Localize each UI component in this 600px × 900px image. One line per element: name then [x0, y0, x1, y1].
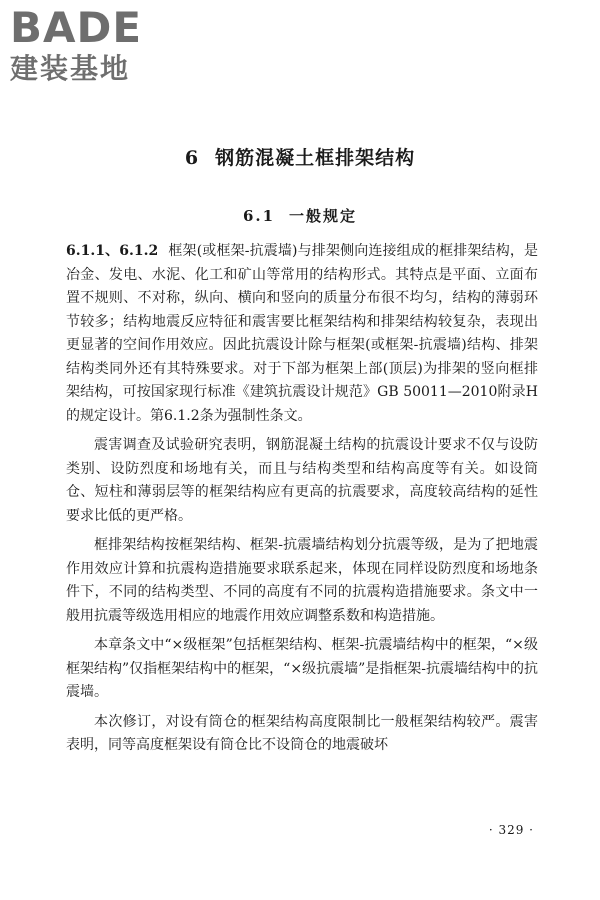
section-title-text: 一般规定 [289, 207, 358, 225]
paragraph-text: 框架(或框架-抗震墙)与排架侧向连接组成的框排架结构，是冶金、发电、水泥、化工和矿山等常用的结构形式。其特点是平面、立面布置不规则、不对称，纵向、横向和竖向的质量分布很不均匀，结构的薄弱环节较多；结构地震反应特征和震害要比框架结构和排架结构较复杂，表现出更显著的空间作用效应。因此抗震设计除与框架(或框架-抗震墙)结构、排架结构类同外还有其特殊要求。对于下部为框架上部(顶层)为排架的竖向框排架结构，可按国家现行标准《建筑抗震设计规范》GB 50011—2010附录H的规定设计。第6.1.2条为强制性条文。 [66, 243, 539, 424]
paragraph: 本章条文中“×级框架”包括框架结构、框架-抗震墙结构中的框架，“×级框架结构”仅指框架结构中的框架，“×级抗震墙”是指框架-抗震墙结构中的抗震墙。 [66, 637, 538, 700]
paragraph [66, 240, 538, 428]
logo-word: BADE [10, 3, 143, 52]
chapter-title-text: 钢筋混凝土框排架结构 [215, 147, 416, 169]
section-number: 6.1 [242, 207, 276, 225]
clause-number: 6.1.1、6.1.2 [66, 243, 159, 259]
section-title [0, 205, 600, 226]
chapter-number: 6 [184, 147, 200, 169]
logo-subtitle: 建装基地 [10, 52, 131, 85]
paragraph: 震害调查及试验研究表明，钢筋混凝土结构的抗震设计要求不仅与设防类别、设防烈度和场地有关，而且与结构类型和结构高度等有关。如设筒仓、短柱和薄弱层等的框架结构应有更高的抗震要求，高度较高结构的延性要求比低的更严格。 [66, 437, 538, 524]
paragraph: 本次修订，对设有筒仓的框架结构高度限制比一般框架结构较严。震害表明，同等高度框架设有筒仓比不设筒仓的地震破坏 [66, 713, 538, 753]
paragraph: 框排架结构按框架结构、框架-抗震墙结构划分抗震等级，是为了把地震作用效应计算和抗震构造措施要求联系起来，体现在同样设防烈度和场地条件下，不同的结构类型、不同的高度有不同的抗震构造措施要求。条文中一般用抗震等级选用相应的地震作用效应调整系数和构造措施。 [66, 537, 538, 624]
logo [10, 3, 175, 86]
body-text [66, 240, 538, 764]
chapter-title [0, 143, 600, 170]
page-number: · 329 · [488, 823, 534, 837]
